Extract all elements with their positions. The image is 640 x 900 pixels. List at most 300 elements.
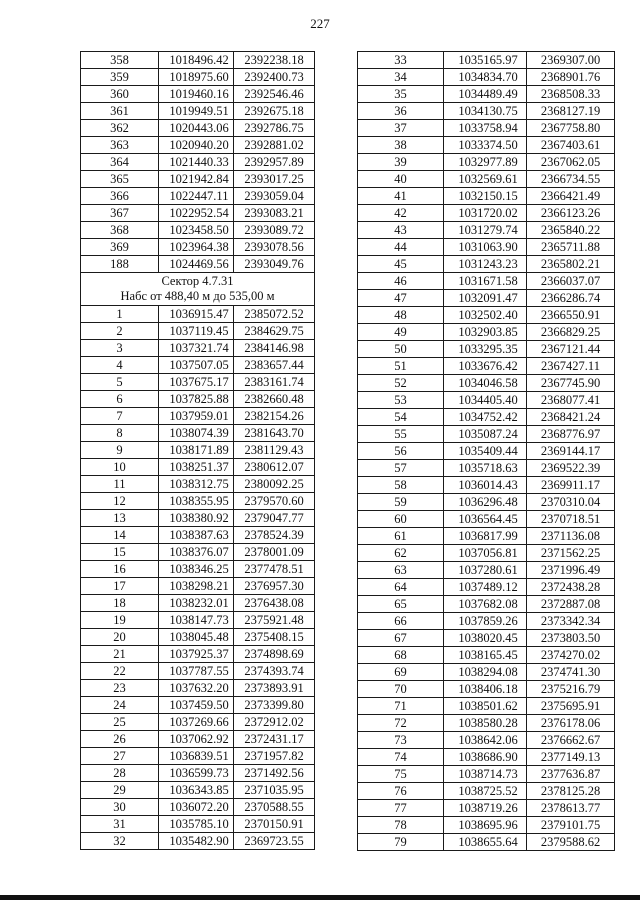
x-coordinate-cell: 1038165.45 [444,647,527,664]
y-coordinate-cell: 2373399.80 [234,697,315,714]
table-row [358,222,615,239]
y-coordinate-cell: 2367745.90 [527,375,615,392]
x-coordinate-cell: 1036599.73 [159,765,234,782]
point-number-cell: 366 [81,188,159,205]
x-coordinate-cell: 1038714.73 [444,766,527,783]
x-coordinate-cell: 1038719.26 [444,800,527,817]
y-coordinate-cell: 2392957.89 [234,154,315,171]
point-number-cell: 35 [358,86,444,103]
table-row [81,86,315,103]
point-number-cell: 72 [358,715,444,732]
x-coordinate-cell: 1031720.02 [444,205,527,222]
table-row [81,222,315,239]
table-row [358,698,615,715]
x-coordinate-cell: 1033295.35 [444,341,527,358]
x-coordinate-cell: 1036343.85 [159,782,234,799]
point-number-cell: 62 [358,545,444,562]
y-coordinate-cell: 2366421.49 [527,188,615,205]
point-number-cell: 3 [81,340,159,357]
point-number-cell: 36 [358,103,444,120]
y-coordinate-cell: 2370310.04 [527,494,615,511]
table-row [358,834,615,851]
table-row [81,629,315,646]
x-coordinate-cell: 1035087.24 [444,426,527,443]
table-row [358,800,615,817]
y-coordinate-cell: 2383657.44 [234,357,315,374]
x-coordinate-cell: 1037675.17 [159,374,234,391]
y-coordinate-cell: 2369522.39 [527,460,615,477]
page-number: 227 [310,16,330,31]
y-coordinate-cell: 2381643.70 [234,425,315,442]
x-coordinate-cell: 1038294.08 [444,664,527,681]
table-row [81,188,315,205]
table-row [81,442,315,459]
point-number-cell: 6 [81,391,159,408]
y-coordinate-cell: 2384146.98 [234,340,315,357]
y-coordinate-cell: 2372431.17 [234,731,315,748]
y-coordinate-cell: 2369911.17 [527,477,615,494]
y-coordinate-cell: 2384629.75 [234,323,315,340]
y-coordinate-cell: 2367121.44 [527,341,615,358]
table-row [358,647,615,664]
point-number-cell: 46 [358,273,444,290]
table-row [358,613,615,630]
x-coordinate-cell: 1037056.81 [444,545,527,562]
x-coordinate-cell: 1038147.73 [159,612,234,629]
table-row [358,273,615,290]
x-coordinate-cell: 1020443.06 [159,120,234,137]
x-coordinate-cell: 1037269.66 [159,714,234,731]
table-row [81,205,315,222]
point-number-cell: 79 [358,834,444,851]
y-coordinate-cell: 2374393.74 [234,663,315,680]
y-coordinate-cell: 2382660.48 [234,391,315,408]
x-coordinate-cell: 1034834.70 [444,69,527,86]
point-number-cell: 19 [81,612,159,629]
table-row [358,511,615,528]
point-number-cell: 39 [358,154,444,171]
y-coordinate-cell: 2376178.06 [527,715,615,732]
x-coordinate-cell: 1037825.88 [159,391,234,408]
table-row [81,646,315,663]
x-coordinate-cell: 1032903.85 [444,324,527,341]
table-row [358,324,615,341]
table-row [81,544,315,561]
x-coordinate-cell: 1035409.44 [444,443,527,460]
point-number-cell: 13 [81,510,159,527]
table-row [358,426,615,443]
point-number-cell: 51 [358,358,444,375]
point-number-cell: 23 [81,680,159,697]
x-coordinate-cell: 1022952.54 [159,205,234,222]
table-row [81,731,315,748]
table-row [81,510,315,527]
point-number-cell: 65 [358,596,444,613]
table-row [358,409,615,426]
y-coordinate-cell: 2370150.91 [234,816,315,833]
y-coordinate-cell: 2370718.51 [527,511,615,528]
y-coordinate-cell: 2367758.80 [527,120,615,137]
point-number-cell: 56 [358,443,444,460]
y-coordinate-cell: 2393049.76 [234,256,315,273]
x-coordinate-cell: 1018975.60 [159,69,234,86]
table-row [81,408,315,425]
table-row [81,748,315,765]
point-number-cell: 49 [358,324,444,341]
point-number-cell: 75 [358,766,444,783]
table-row [358,69,615,86]
x-coordinate-cell: 1035718.63 [444,460,527,477]
table-row [81,154,315,171]
table-row [81,425,315,442]
y-coordinate-cell: 2368901.76 [527,69,615,86]
point-number-cell: 69 [358,664,444,681]
table-row [358,239,615,256]
x-coordinate-cell: 1037280.61 [444,562,527,579]
point-number-cell: 368 [81,222,159,239]
point-number-cell: 5 [81,374,159,391]
x-coordinate-cell: 1023458.50 [159,222,234,239]
point-number-cell: 71 [358,698,444,715]
sector-subtitle: Набс от 488,40 м до 535,00 м [120,289,275,303]
point-number-cell: 367 [81,205,159,222]
table-row [358,307,615,324]
table-row [358,392,615,409]
x-coordinate-cell: 1038171.89 [159,442,234,459]
table-row [358,783,615,800]
point-number-cell: 22 [81,663,159,680]
y-coordinate-cell: 2379570.60 [234,493,315,510]
point-number-cell: 77 [358,800,444,817]
x-coordinate-cell: 1034130.75 [444,103,527,120]
x-coordinate-cell: 1018496.42 [159,52,234,69]
table-row [81,52,315,69]
y-coordinate-cell: 2376662.67 [527,732,615,749]
point-number-cell: 67 [358,630,444,647]
y-coordinate-cell: 2392881.02 [234,137,315,154]
table-row [358,528,615,545]
y-coordinate-cell: 2377636.87 [527,766,615,783]
x-coordinate-cell: 1032569.61 [444,171,527,188]
table-row [358,86,615,103]
table-row [81,833,315,850]
point-number-cell: 14 [81,527,159,544]
x-coordinate-cell: 1037062.92 [159,731,234,748]
x-coordinate-cell: 1036564.45 [444,511,527,528]
y-coordinate-cell: 2371136.08 [527,528,615,545]
x-coordinate-cell: 1038045.48 [159,629,234,646]
y-coordinate-cell: 2393083.21 [234,205,315,222]
point-number-cell: 74 [358,749,444,766]
y-coordinate-cell: 2383161.74 [234,374,315,391]
x-coordinate-cell: 1036296.48 [444,494,527,511]
x-coordinate-cell: 1032091.47 [444,290,527,307]
x-coordinate-cell: 1037787.55 [159,663,234,680]
y-coordinate-cell: 2372887.08 [527,596,615,613]
x-coordinate-cell: 1037321.74 [159,340,234,357]
x-coordinate-cell: 1038686.90 [444,749,527,766]
x-coordinate-cell: 1031243.23 [444,256,527,273]
y-coordinate-cell: 2374270.02 [527,647,615,664]
point-number-cell: 38 [358,137,444,154]
point-number-cell: 31 [81,816,159,833]
table-row [358,137,615,154]
point-number-cell: 61 [358,528,444,545]
y-coordinate-cell: 2368077.41 [527,392,615,409]
table-row [81,69,315,86]
point-number-cell: 365 [81,171,159,188]
y-coordinate-cell: 2378125.28 [527,783,615,800]
y-coordinate-cell: 2392238.18 [234,52,315,69]
x-coordinate-cell: 1038020.45 [444,630,527,647]
table-row [81,680,315,697]
point-number-cell: 360 [81,86,159,103]
point-number-cell: 58 [358,477,444,494]
x-coordinate-cell: 1038501.62 [444,698,527,715]
x-coordinate-cell: 1034046.58 [444,375,527,392]
coordinates-table-right [357,51,615,851]
y-coordinate-cell: 2379047.77 [234,510,315,527]
table-row [81,493,315,510]
table-row [358,256,615,273]
x-coordinate-cell: 1037859.26 [444,613,527,630]
table-row [81,765,315,782]
x-coordinate-cell: 1037682.08 [444,596,527,613]
x-coordinate-cell: 1031279.74 [444,222,527,239]
x-coordinate-cell: 1037507.05 [159,357,234,374]
point-number-cell: 24 [81,697,159,714]
point-number-cell: 63 [358,562,444,579]
table-row [358,188,615,205]
table-row [81,714,315,731]
x-coordinate-cell: 1038580.28 [444,715,527,732]
table-row [358,154,615,171]
point-number-cell: 30 [81,799,159,816]
point-number-cell: 26 [81,731,159,748]
scan-edge-line [0,895,640,900]
y-coordinate-cell: 2368421.24 [527,409,615,426]
x-coordinate-cell: 1034405.40 [444,392,527,409]
y-coordinate-cell: 2368127.19 [527,103,615,120]
point-number-cell: 78 [358,817,444,834]
point-number-cell: 1 [81,306,159,323]
x-coordinate-cell: 1032977.89 [444,154,527,171]
y-coordinate-cell: 2376438.08 [234,595,315,612]
point-number-cell: 4 [81,357,159,374]
table-row [358,579,615,596]
table-row [358,477,615,494]
y-coordinate-cell: 2366286.74 [527,290,615,307]
table-row [358,664,615,681]
x-coordinate-cell: 1037925.37 [159,646,234,663]
table-row [81,663,315,680]
y-coordinate-cell: 2366829.25 [527,324,615,341]
table-row [358,562,615,579]
x-coordinate-cell: 1033374.50 [444,137,527,154]
x-coordinate-cell: 1037489.12 [444,579,527,596]
y-coordinate-cell: 2393017.25 [234,171,315,188]
point-number-cell: 40 [358,171,444,188]
table-row [81,256,315,273]
point-number-cell: 68 [358,647,444,664]
table-row [358,596,615,613]
y-coordinate-cell: 2380612.07 [234,459,315,476]
point-number-cell: 7 [81,408,159,425]
y-coordinate-cell: 2365802.21 [527,256,615,273]
table-row [81,323,315,340]
table-row [358,375,615,392]
table-row [358,630,615,647]
x-coordinate-cell: 1038298.21 [159,578,234,595]
table-row [81,782,315,799]
point-number-cell: 361 [81,103,159,120]
table-row [81,374,315,391]
x-coordinate-cell: 1033758.94 [444,120,527,137]
y-coordinate-cell: 2366550.91 [527,307,615,324]
x-coordinate-cell: 1038387.63 [159,527,234,544]
point-number-cell: 34 [358,69,444,86]
y-coordinate-cell: 2367403.61 [527,137,615,154]
point-number-cell: 9 [81,442,159,459]
coordinates-table-left [80,51,315,850]
table-row [81,459,315,476]
table-row [358,494,615,511]
x-coordinate-cell: 1037119.45 [159,323,234,340]
x-coordinate-cell: 1036839.51 [159,748,234,765]
y-coordinate-cell: 2372912.02 [234,714,315,731]
x-coordinate-cell: 1036072.20 [159,799,234,816]
point-number-cell: 59 [358,494,444,511]
x-coordinate-cell: 1038655.64 [444,834,527,851]
table-row [358,52,615,69]
point-number-cell: 15 [81,544,159,561]
y-coordinate-cell: 2392675.18 [234,103,315,120]
table-row [358,205,615,222]
y-coordinate-cell: 2373893.91 [234,680,315,697]
table-row [81,391,315,408]
point-number-cell: 54 [358,409,444,426]
x-coordinate-cell: 1038074.39 [159,425,234,442]
point-number-cell: 45 [358,256,444,273]
table-row [358,120,615,137]
point-number-cell: 359 [81,69,159,86]
table-row [358,290,615,307]
point-number-cell: 21 [81,646,159,663]
table-row [81,578,315,595]
point-number-cell: 37 [358,120,444,137]
point-number-cell: 2 [81,323,159,340]
x-coordinate-cell: 1034489.49 [444,86,527,103]
y-coordinate-cell: 2374898.69 [234,646,315,663]
point-number-cell: 76 [358,783,444,800]
x-coordinate-cell: 1021440.33 [159,154,234,171]
point-number-cell: 73 [358,732,444,749]
point-number-cell: 28 [81,765,159,782]
sector-header-row [81,273,315,306]
x-coordinate-cell: 1037459.50 [159,697,234,714]
x-coordinate-cell: 1019949.51 [159,103,234,120]
point-number-cell: 32 [81,833,159,850]
x-coordinate-cell: 1038695.96 [444,817,527,834]
x-coordinate-cell: 1036915.47 [159,306,234,323]
y-coordinate-cell: 2366123.26 [527,205,615,222]
y-coordinate-cell: 2371996.49 [527,562,615,579]
y-coordinate-cell: 2371957.82 [234,748,315,765]
x-coordinate-cell: 1038406.18 [444,681,527,698]
x-coordinate-cell: 1022447.11 [159,188,234,205]
y-coordinate-cell: 2368508.33 [527,86,615,103]
point-number-cell: 41 [358,188,444,205]
y-coordinate-cell: 2385072.52 [234,306,315,323]
point-number-cell: 358 [81,52,159,69]
x-coordinate-cell: 1031063.90 [444,239,527,256]
table-row [358,817,615,834]
y-coordinate-cell: 2392786.75 [234,120,315,137]
y-coordinate-cell: 2376957.30 [234,578,315,595]
x-coordinate-cell: 1035785.10 [159,816,234,833]
y-coordinate-cell: 2379588.62 [527,834,615,851]
x-coordinate-cell: 1035482.90 [159,833,234,850]
table-row [81,612,315,629]
point-number-cell: 369 [81,239,159,256]
y-coordinate-cell: 2368776.97 [527,426,615,443]
table-row [81,239,315,256]
table-row [358,460,615,477]
table-row [81,816,315,833]
table-row [81,340,315,357]
table-row [81,103,315,120]
y-coordinate-cell: 2373803.50 [527,630,615,647]
point-number-cell: 16 [81,561,159,578]
point-number-cell: 50 [358,341,444,358]
table-row [81,799,315,816]
x-coordinate-cell: 1036817.99 [444,528,527,545]
x-coordinate-cell: 1038232.01 [159,595,234,612]
point-number-cell: 42 [358,205,444,222]
y-coordinate-cell: 2371492.56 [234,765,315,782]
y-coordinate-cell: 2393078.56 [234,239,315,256]
y-coordinate-cell: 2366037.07 [527,273,615,290]
table-row [81,306,315,323]
x-coordinate-cell: 1037959.01 [159,408,234,425]
y-coordinate-cell: 2381129.43 [234,442,315,459]
point-number-cell: 53 [358,392,444,409]
y-coordinate-cell: 2382154.26 [234,408,315,425]
y-coordinate-cell: 2365840.22 [527,222,615,239]
x-coordinate-cell: 1037632.20 [159,680,234,697]
point-number-cell: 11 [81,476,159,493]
x-coordinate-cell: 1019460.16 [159,86,234,103]
point-number-cell: 27 [81,748,159,765]
point-number-cell: 52 [358,375,444,392]
table-row [81,171,315,188]
point-number-cell: 25 [81,714,159,731]
y-coordinate-cell: 2371035.95 [234,782,315,799]
point-number-cell: 70 [358,681,444,698]
table-row [358,103,615,120]
y-coordinate-cell: 2372438.28 [527,579,615,596]
table-row [81,561,315,578]
y-coordinate-cell: 2378613.77 [527,800,615,817]
table-row [358,749,615,766]
table-row [358,341,615,358]
x-coordinate-cell: 1032150.15 [444,188,527,205]
point-number-cell: 33 [358,52,444,69]
x-coordinate-cell: 1021942.84 [159,171,234,188]
x-coordinate-cell: 1038312.75 [159,476,234,493]
table-row [358,358,615,375]
y-coordinate-cell: 2392546.46 [234,86,315,103]
